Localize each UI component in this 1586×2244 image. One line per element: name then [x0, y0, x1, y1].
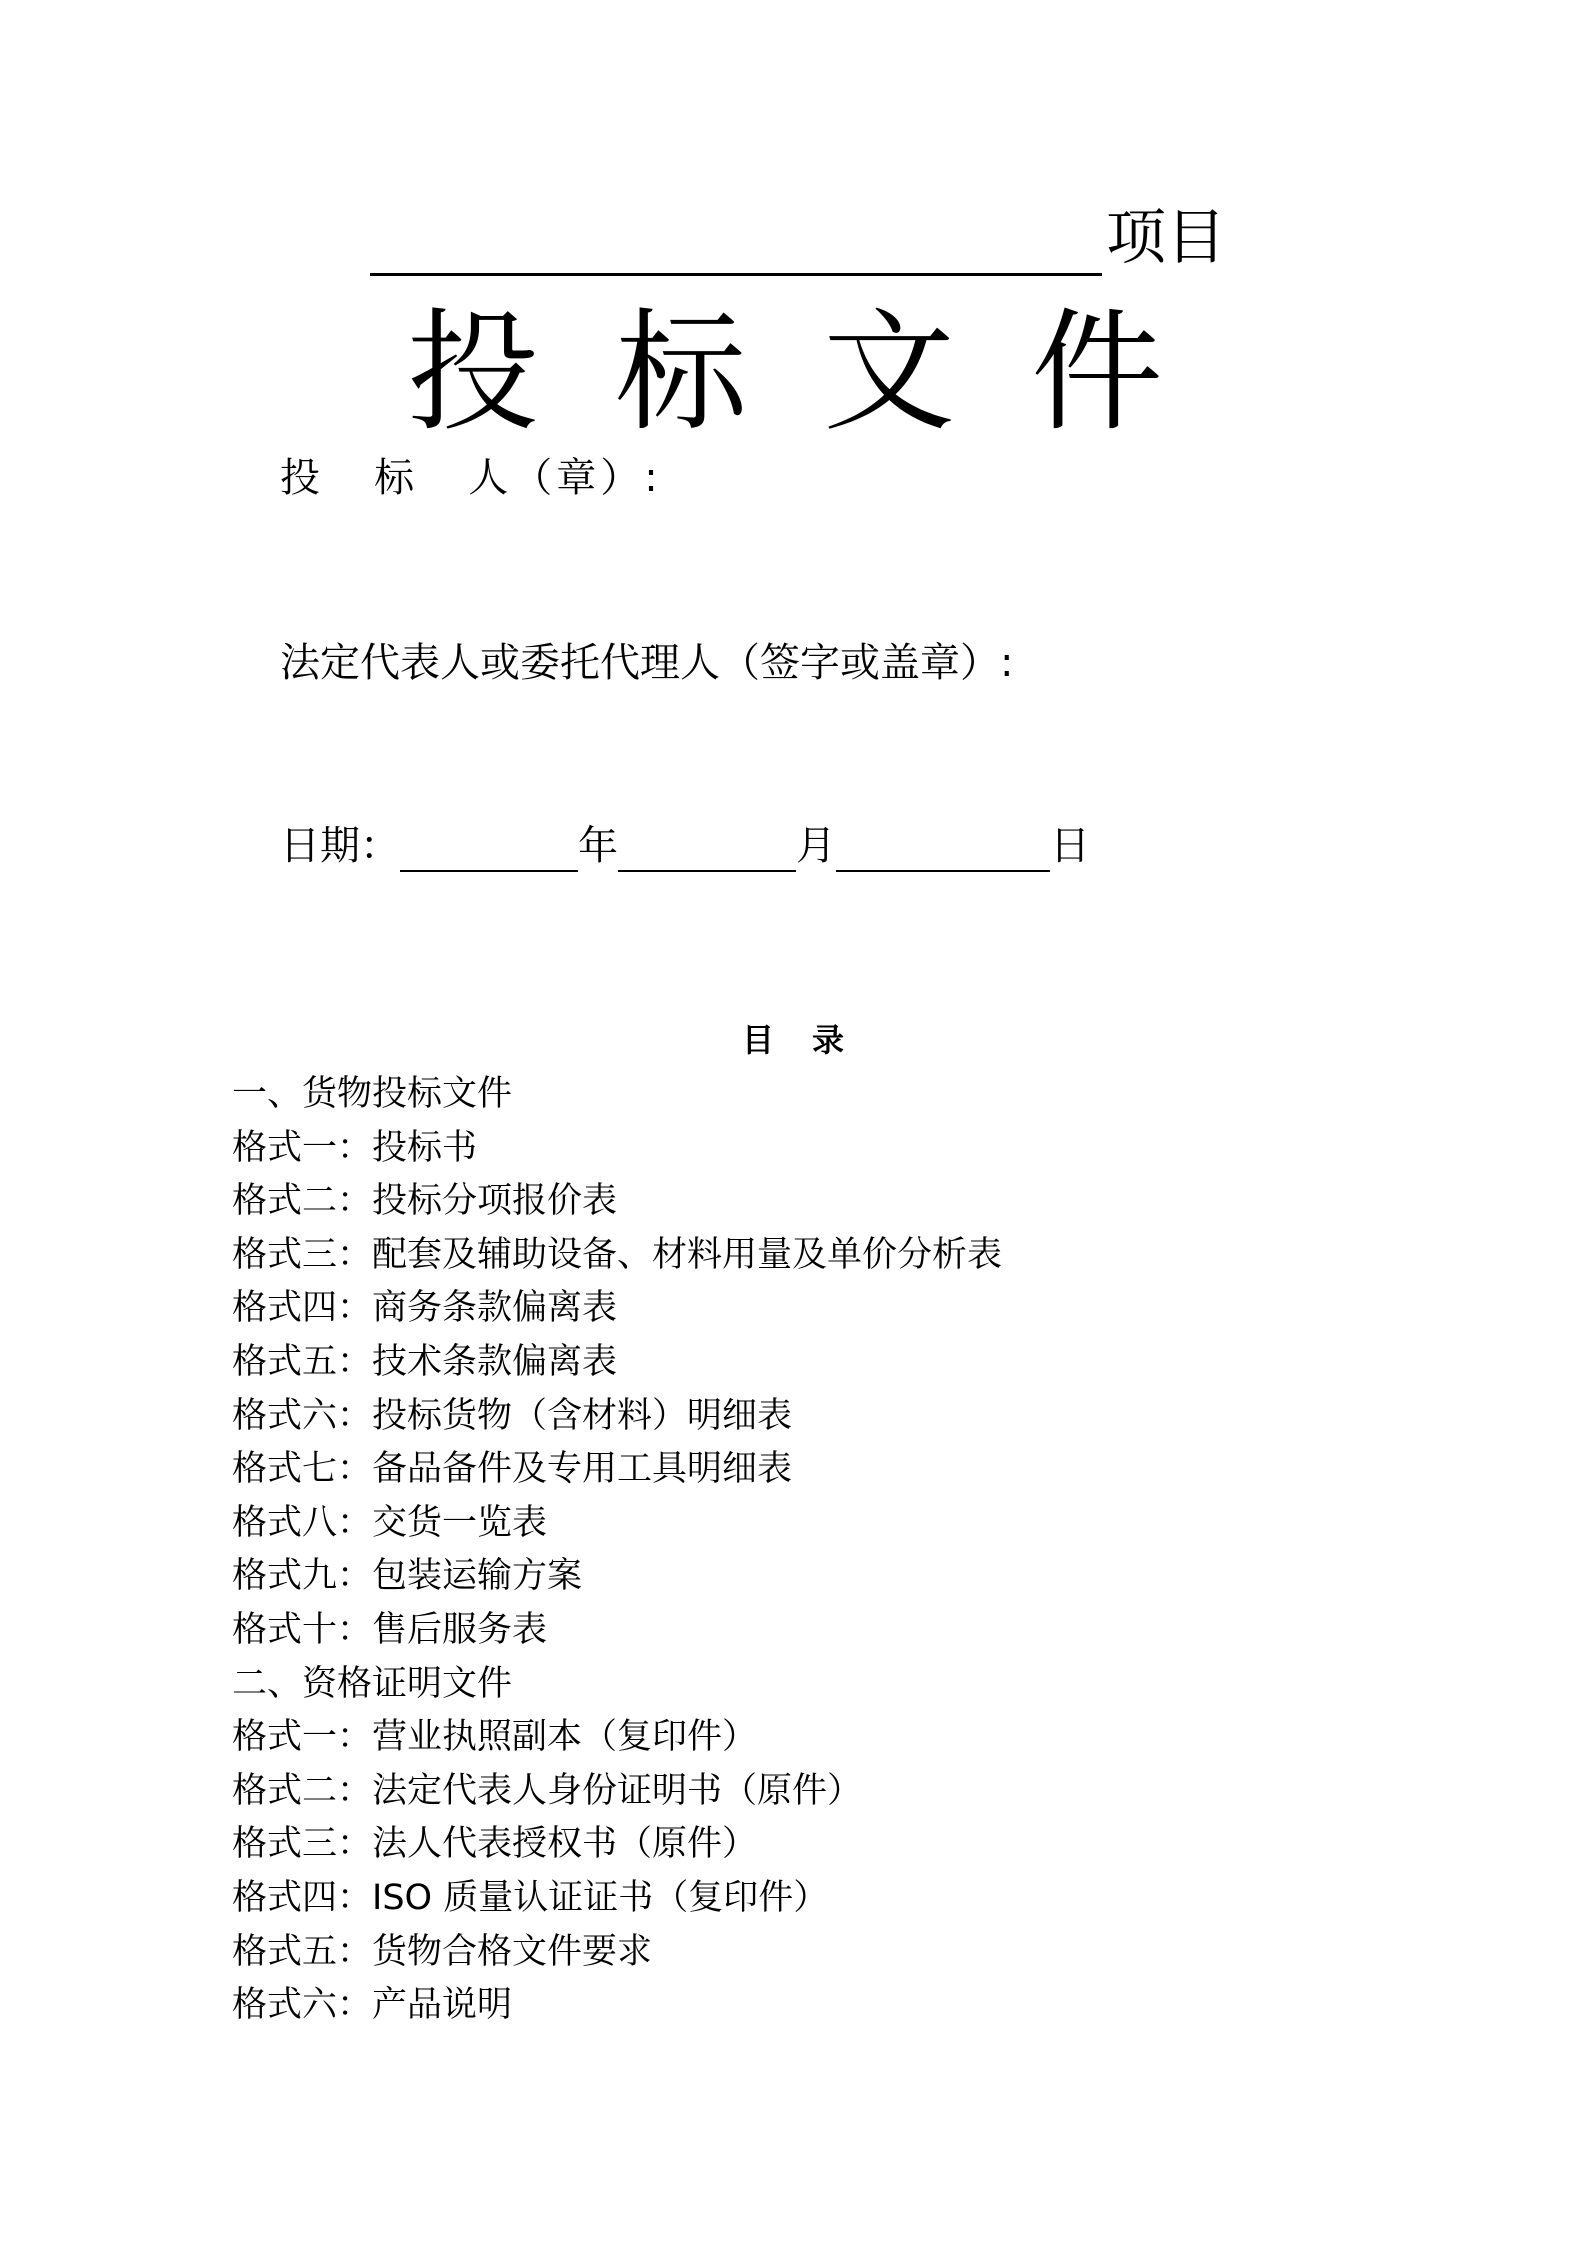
representative-signature-label: 法定代表人或委托代理人（签字或盖章）:	[280, 640, 1014, 686]
year-label: 年	[578, 823, 618, 869]
toc-item: 一、货物投标文件	[232, 1074, 513, 1114]
toc-item: 格式五：货物合格文件要求	[232, 1931, 653, 1972]
toc-item: 格式二：投标分项报价表	[232, 1181, 618, 1222]
toc-item: 格式四：ISO 质量认证证书（复印件）	[232, 1877, 829, 1918]
toc-item: 格式一：投标书	[232, 1127, 478, 1168]
toc-item: 格式六：投标货物（含材料）明细表	[232, 1395, 793, 1436]
toc-item: 格式十：售后服务表	[232, 1609, 548, 1650]
toc-item: 二、资格证明文件	[232, 1663, 513, 1704]
toc-item: 格式四：商务条款偏离表	[232, 1288, 618, 1329]
project-name-blank	[370, 207, 1102, 276]
day-label: 日	[1050, 823, 1090, 869]
date-label: 日期：	[280, 823, 400, 869]
document-title: 投标文件	[407, 296, 1239, 450]
toc-item: 格式八：交货一览表	[232, 1502, 548, 1543]
day-blank	[836, 826, 1050, 872]
month-blank	[618, 826, 796, 872]
toc-item: 格式五：技术条款偏离表	[232, 1341, 618, 1382]
date-line	[280, 820, 1090, 872]
month-label: 月	[796, 823, 836, 869]
toc-item: 格式二：法定代表人身份证明书（原件）	[232, 1770, 863, 1811]
project-name-line	[370, 200, 1226, 276]
year-blank	[400, 826, 578, 872]
toc-item: 格式七：备品备件及专用工具明细表	[232, 1449, 793, 1490]
toc-item: 格式三：法人代表授权书（原件）	[232, 1824, 758, 1865]
toc-list	[232, 1068, 1002, 2033]
toc-item: 格式六：产品说明	[232, 1985, 513, 2026]
toc-title: 目录	[741, 1021, 882, 1059]
toc-item: 格式一：营业执照副本（复印件）	[232, 1717, 758, 1758]
toc-item: 格式三：配套及辅助设备、材料用量及单价分析表	[232, 1234, 1003, 1275]
toc-item: 格式九：包装运输方案	[232, 1556, 583, 1597]
project-suffix: 项目	[1106, 203, 1226, 273]
bidder-seal-label: 投 标 人（章）:	[280, 455, 662, 501]
